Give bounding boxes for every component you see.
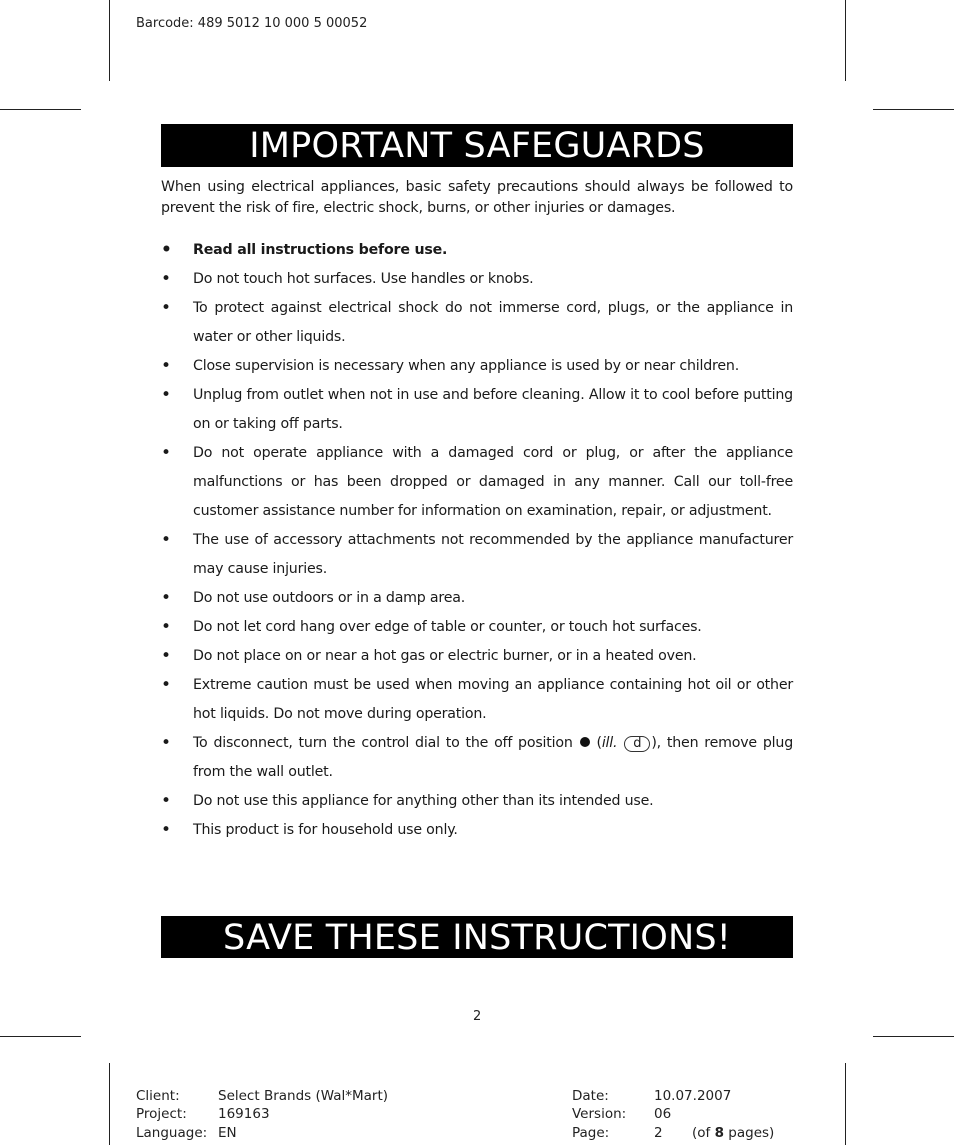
list-item: • Read all instructions before use. bbox=[161, 236, 793, 265]
date-value: 10.07.2007 bbox=[654, 1088, 732, 1104]
date-label: Date: bbox=[572, 1088, 609, 1104]
crop-mark-right-bottom bbox=[873, 1036, 954, 1037]
list-item: • Do not let cord hang over edge of table or counter, or touch hot surfaces. bbox=[161, 613, 793, 642]
project-value: 169163 bbox=[218, 1106, 270, 1122]
list-item: • Do not use outdoors or in a damp area. bbox=[161, 584, 793, 613]
language-label: Language: bbox=[136, 1125, 208, 1141]
disconnect-text: To disconnect, turn the control dial to the off position bbox=[193, 735, 573, 751]
list-item: • Do not use this appliance for anything other than its intended use. bbox=[161, 787, 793, 816]
list-item: • The use of accessory attachments not recommended by the appliance manufacturer may cause injuries. bbox=[161, 526, 793, 584]
client-label: Client: bbox=[136, 1088, 180, 1104]
list-item: • Close supervision is necessary when any appliance is used by or near children. bbox=[161, 352, 793, 381]
project-label: Project: bbox=[136, 1106, 187, 1122]
version-value: 06 bbox=[654, 1106, 672, 1122]
list-item: • To protect against electrical shock do not immerse cord, plugs, or the appliance in water or other liquids. bbox=[161, 294, 793, 352]
crop-mark-bottom-right bbox=[845, 1063, 846, 1145]
list-item-disconnect: • To disconnect, turn the control dial to the off position (ill. d ), then remove plug from the wall outlet. bbox=[161, 729, 793, 787]
language-value: EN bbox=[218, 1125, 237, 1141]
crop-mark-top-left bbox=[109, 0, 110, 81]
page-value: 2 bbox=[654, 1125, 663, 1141]
list-item: • Unplug from outlet when not in use and before cleaning. Allow it to cool before putting on or taking off parts. bbox=[161, 381, 793, 439]
client-value: Select Brands (Wal*Mart) bbox=[218, 1088, 389, 1104]
of-suffix: pages) bbox=[728, 1125, 775, 1141]
crop-mark-left-top bbox=[0, 109, 81, 110]
of-prefix: (of bbox=[692, 1125, 711, 1141]
page-number: 2 bbox=[473, 1009, 482, 1024]
safeguards-list bbox=[161, 236, 793, 845]
page-label: Page: bbox=[572, 1125, 610, 1141]
list-item: • Do not operate appliance with a damaged cord or plug, or after the appliance malfunctions or has been dropped or damaged in any manner. Call our toll-free customer assistance number for information on examination, repair, or adjustment. bbox=[161, 439, 793, 526]
save-instructions-banner: SAVE THESE INSTRUCTIONS! bbox=[161, 916, 793, 958]
crop-mark-right-top bbox=[873, 109, 954, 110]
list-item: • Extreme caution must be used when moving an appliance containing hot oil or other hot liquids. Do not move during operation. bbox=[161, 671, 793, 729]
page-total bbox=[692, 1125, 774, 1141]
disconnect-text-end: then remove plug from the wall outlet. bbox=[193, 735, 793, 780]
intro-paragraph: When using electrical appliances, basic safety precautions should always be followed to prevent the risk of fire, electric shock, burns, or other injuries or damages. bbox=[161, 179, 793, 216]
off-position-dot-icon bbox=[580, 737, 590, 747]
illustration-ref-badge: d bbox=[624, 736, 650, 752]
list-item: • Do not place on or near a hot gas or electric burner, or in a heated oven. bbox=[161, 642, 793, 671]
crop-mark-left-bottom bbox=[0, 1036, 81, 1037]
list-item: • This product is for household use only. bbox=[161, 816, 793, 845]
page-title: IMPORTANT SAFEGUARDS bbox=[161, 124, 793, 167]
crop-mark-top-right bbox=[845, 0, 846, 81]
barcode-text: Barcode: 489 5012 10 000 5 00052 bbox=[136, 16, 368, 31]
version-label: Version: bbox=[572, 1106, 627, 1122]
list-item: • Do not touch hot surfaces. Use handles or knobs. bbox=[161, 265, 793, 294]
crop-mark-bottom-left bbox=[109, 1063, 110, 1145]
total-pages: 8 bbox=[714, 1125, 724, 1141]
ill-prefix: ill. bbox=[601, 735, 618, 751]
